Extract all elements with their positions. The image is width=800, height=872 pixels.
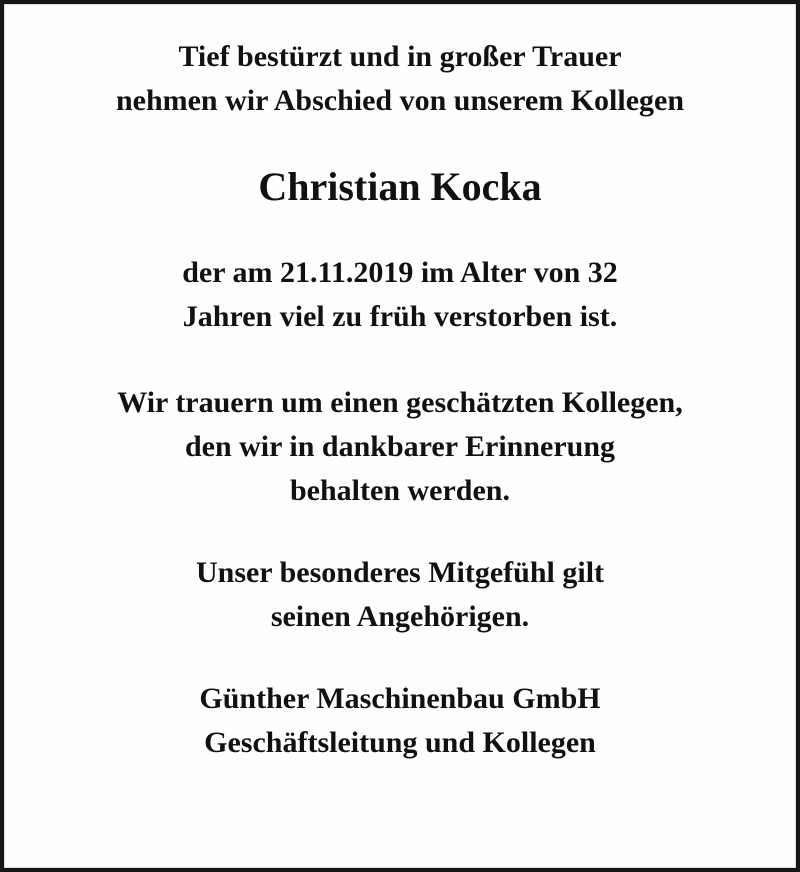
signature-signers: Geschäftsleitung und Kollegen bbox=[204, 726, 596, 759]
mourning-paragraph bbox=[24, 381, 776, 513]
mourning-line-3: behalten werden. bbox=[290, 474, 510, 507]
condolence-line-1: Unser besonderes Mitgefühl gilt bbox=[195, 556, 605, 589]
death-info-line-1: der am 21.11.2019 im Alter von 32 bbox=[182, 256, 618, 289]
intro-paragraph bbox=[24, 35, 776, 123]
mourning-line-2: den wir in dankbarer Erinnerung bbox=[184, 430, 616, 463]
intro-line-2: nehmen wir Abschied von unserem Kollegen bbox=[115, 84, 685, 117]
intro-line-1: Tief bestürzt und in großer Trauer bbox=[178, 40, 622, 73]
deceased-name: Christian Kocka bbox=[258, 164, 542, 209]
signature-company: Günther Maschinenbau GmbH bbox=[199, 682, 601, 715]
mourning-line-1: Wir trauern um einen geschätzten Kollegen, bbox=[117, 386, 683, 419]
death-info-line-2: Jahren viel zu früh verstorben ist. bbox=[182, 300, 618, 333]
condolence-paragraph bbox=[24, 551, 776, 639]
condolence-line-2: seinen Angehörigen. bbox=[270, 600, 530, 633]
death-info-paragraph bbox=[24, 251, 776, 339]
signature-paragraph bbox=[24, 677, 776, 765]
